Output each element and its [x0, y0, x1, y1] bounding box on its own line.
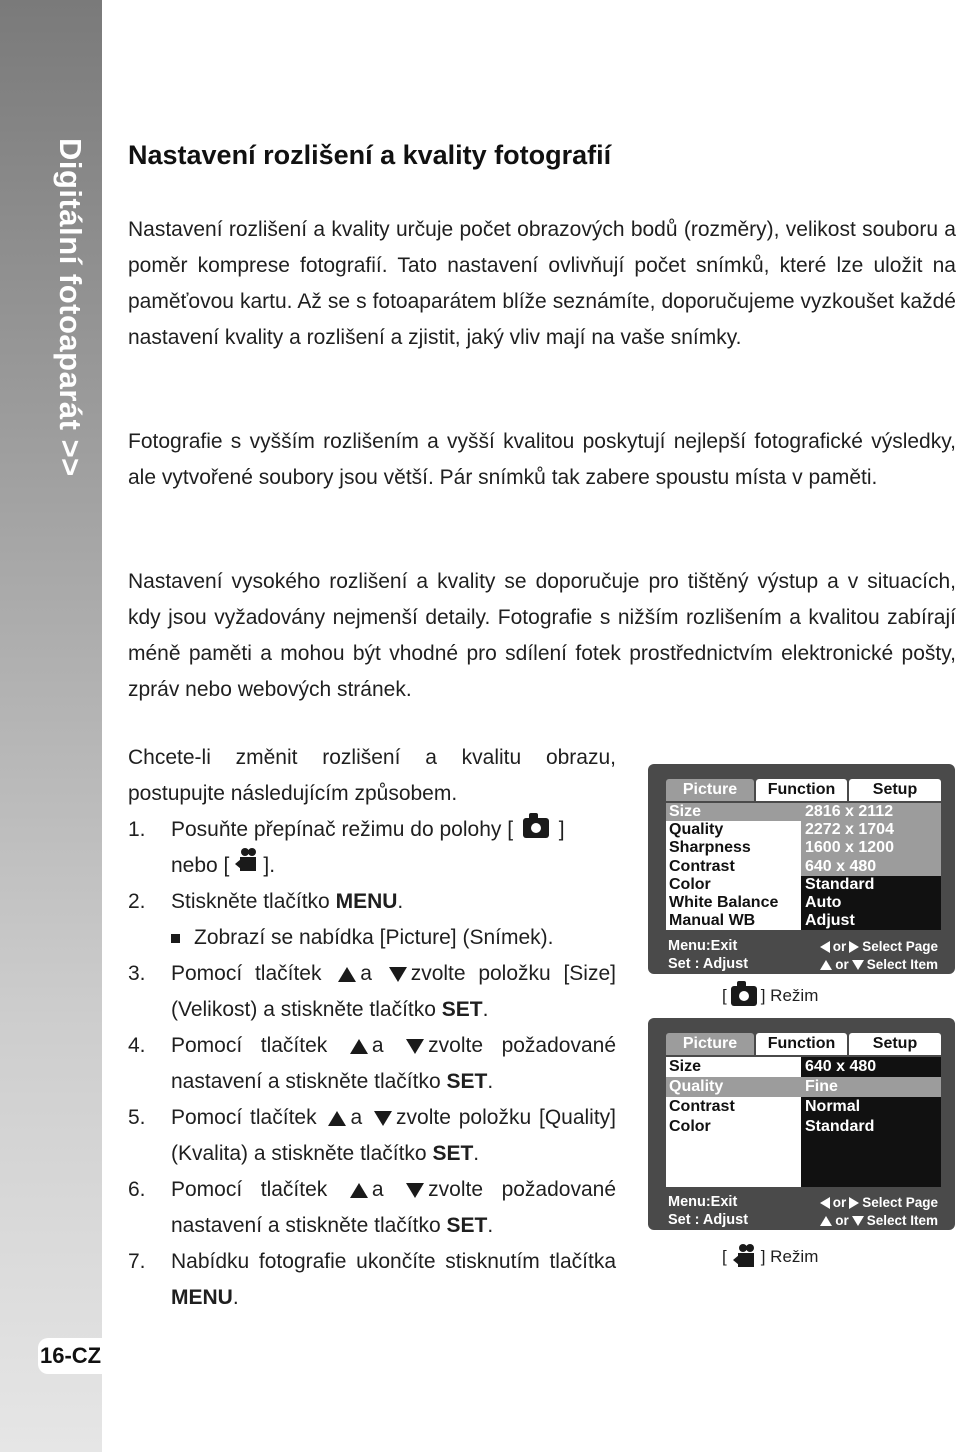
step-text-a: Pomocí tlačítek — [171, 1034, 328, 1057]
step-number: 2. — [128, 890, 146, 913]
step-text — [171, 884, 616, 920]
option-adjust: Adjust — [805, 912, 855, 930]
tab-setup: Setup — [849, 1033, 941, 1055]
select-page-hint: Select Page — [862, 1195, 938, 1210]
menu-tabs — [666, 779, 941, 801]
up-arrow-icon — [328, 1111, 346, 1126]
side-tab — [0, 0, 102, 1452]
step-text-c: zvolte položku [Quality] (Kvalita) a stiskněte tlačítko — [171, 1106, 617, 1165]
up-arrow-icon — [820, 960, 832, 970]
menu-item-white-balance: White Balance — [669, 893, 779, 911]
step-number: 5. — [128, 1106, 146, 1129]
menu-item-quality: Quality — [666, 1077, 801, 1097]
bullet-note — [128, 920, 616, 956]
option-auto: Auto — [805, 893, 842, 911]
camera-menu-screenshot — [648, 764, 955, 974]
step-text-c: . — [232, 1286, 239, 1309]
menu-items — [666, 1057, 801, 1187]
step-3 — [128, 956, 616, 1028]
select-item-hint: Select Item — [866, 957, 938, 972]
tab-picture: Picture — [666, 1033, 754, 1055]
set-button-label: SET — [432, 1142, 474, 1165]
step-text — [171, 1172, 616, 1244]
down-arrow-icon — [406, 1183, 424, 1198]
caption-open: [ — [722, 986, 727, 1005]
paragraph-2: Fotografie s vyšším rozlišením a vyšší kvalitou poskytují nejlepší fotografické výsledky, ale vytvořené soubory jsou větší. Pár snímků tak zabere spoustu místa v paměti. — [128, 430, 956, 489]
tab-function: Function — [756, 779, 847, 801]
tab-picture: Picture — [666, 779, 754, 801]
tab-function: Function — [756, 1033, 847, 1055]
step-text-d: ]. — [263, 854, 276, 877]
step-number: 7. — [128, 1250, 146, 1273]
down-arrow-icon — [852, 1216, 864, 1226]
step-text-a: Posuňte přepínač režimu do polohy [ — [171, 818, 514, 841]
up-arrow-icon — [350, 1039, 368, 1054]
menu-footer-row-1 — [668, 1194, 938, 1211]
or-text: or — [835, 1213, 849, 1228]
step-5 — [128, 1100, 616, 1172]
step-text — [171, 956, 616, 1028]
option-2816: 2816 x 2112 — [801, 803, 941, 821]
tab-setup: Setup — [849, 779, 941, 801]
step-number: 1. — [128, 818, 146, 841]
option-normal: Normal — [805, 1098, 861, 1115]
step-text-c: nebo [ — [171, 854, 230, 877]
paragraph-3: Nastavení vysokého rozlišení a kvality se doporučuje pro tištěný výstup a v situacích, kdy jsou vyžadovány nejmenší detaily. Fotografie s nižším rozlišením a kvalitou zabírají méně paměti a mohou být vhodné pro sdílení fotek prostřednictvím elektronické pošty, zpráv nebo webových stránek. — [128, 570, 956, 701]
option-standard: Standard — [805, 875, 875, 893]
menu-item-color: Color — [669, 1118, 711, 1135]
step-text-b: a — [371, 1178, 384, 1201]
up-arrow-icon — [820, 1216, 832, 1226]
menu-footer-row-2 — [668, 1212, 938, 1229]
step-text-e: . — [487, 1070, 494, 1093]
step-text — [171, 812, 616, 884]
step-text-c: zvolte položku [Size] (Velikost) a stiskněte tlačítko — [171, 962, 616, 1021]
step-number: 4. — [128, 1034, 146, 1057]
camera-icon — [731, 986, 757, 1006]
set-adjust-hint: Set : Adjust — [668, 1212, 749, 1228]
menu-items — [666, 803, 801, 930]
section-title: Digitální fotoaparát >> — [53, 138, 88, 477]
step-text-e: . — [473, 1142, 480, 1165]
caption-close: ] Režim — [760, 1247, 819, 1266]
step-text-c: . — [397, 890, 404, 913]
video-camera-icon — [733, 1244, 755, 1270]
or-text: or — [832, 1195, 847, 1210]
menu-button-label: MENU — [335, 890, 398, 913]
menu-item-manual-wb: Manual WB — [669, 912, 756, 930]
menu-item-contrast: Contrast — [669, 857, 735, 875]
caption-video-mode — [722, 1244, 818, 1270]
down-arrow-icon — [852, 960, 864, 970]
step-1 — [128, 812, 616, 884]
step-text-a: Pomocí tlačítek — [171, 962, 322, 985]
down-arrow-icon — [374, 1111, 392, 1126]
menu-footer-row-1 — [668, 938, 938, 955]
down-arrow-icon — [406, 1039, 424, 1054]
set-button-label: SET — [446, 1214, 488, 1237]
step-2 — [128, 884, 616, 920]
step-text-a: Pomocí tlačítek — [171, 1106, 317, 1129]
step-number: 3. — [128, 962, 146, 985]
caption-open: [ — [722, 1247, 727, 1266]
option-640: 640 x 480 — [801, 858, 941, 876]
menu-options — [801, 1057, 941, 1187]
step-text-b: a — [350, 1106, 363, 1129]
step-text-c: zvolte požadované nastavení a stiskněte tlačítko — [171, 1034, 616, 1093]
or-text: or — [835, 957, 849, 972]
step-text-a: Pomocí tlačítek — [171, 1178, 328, 1201]
option-1600: 1600 x 1200 — [801, 839, 941, 857]
step-text-c: zvolte požadované nastavení a stiskněte tlačítko — [171, 1178, 616, 1237]
step-6 — [128, 1172, 616, 1244]
left-arrow-icon — [820, 1197, 830, 1209]
left-arrow-icon — [820, 941, 830, 953]
step-text-a: Nabídku fotografie ukončíte stisknutím tlačítka — [171, 1250, 616, 1273]
video-camera-icon — [235, 848, 257, 874]
page-heading: Nastavení rozlišení a kvality fotografií — [128, 140, 612, 170]
step-text — [171, 1244, 616, 1316]
step-text — [171, 1100, 616, 1172]
caption-close: ] Režim — [760, 986, 819, 1005]
steps-list — [128, 740, 616, 1316]
menu-footer-row-2 — [668, 956, 938, 973]
step-text-e: . — [487, 1214, 494, 1237]
option-640: 640 x 480 — [805, 1058, 877, 1075]
menu-item-color: Color — [669, 875, 711, 893]
step-7 — [128, 1244, 616, 1316]
option-2272: 2272 x 1704 — [801, 821, 941, 839]
menu-button-label: MENU — [171, 1286, 233, 1309]
step-text-b: a — [360, 962, 372, 985]
menu-body — [666, 803, 941, 930]
menu-exit-hint: Menu:Exit — [668, 938, 738, 954]
bullet-square-icon — [171, 934, 180, 943]
video-menu-screenshot — [648, 1018, 955, 1230]
step-text-e: . — [482, 998, 489, 1021]
menu-body — [666, 1057, 941, 1187]
option-fine: Fine — [801, 1077, 941, 1097]
set-adjust-hint: Set : Adjust — [668, 956, 749, 972]
step-4 — [128, 1028, 616, 1100]
paragraph-1: Nastavení rozlišení a kvality určuje počet obrazových bodů (rozměry), velikost souboru a poměr komprese fotografií. Tato nastavení ovlivňují počet snímků, které lze uložit na paměťovou kartu. Až se s fotoaparátem blíže seznámíte, doporučujeme vyzkoušet každé nastavení kvality a rozlišení a zjistit, jaký vliv mají na vaše snímky. — [128, 218, 956, 349]
step-text-a: Stiskněte tlačítko — [171, 890, 336, 913]
menu-item-sharpness: Sharpness — [669, 839, 751, 857]
select-page-hint: Select Page — [862, 939, 938, 954]
caption-camera-mode — [722, 986, 818, 1006]
bullet-text: Zobrazí se nabídka [Picture] (Snímek). — [194, 926, 554, 949]
camera-icon — [523, 818, 549, 838]
up-arrow-icon — [338, 967, 356, 982]
menu-tabs — [666, 1033, 941, 1055]
step-text — [171, 1028, 616, 1100]
step-number: 6. — [128, 1178, 146, 1201]
menu-item-quality: Quality — [669, 821, 724, 839]
menu-item-contrast: Contrast — [669, 1098, 735, 1115]
up-arrow-icon — [350, 1183, 368, 1198]
right-arrow-icon — [849, 1197, 859, 1209]
option-standard: Standard — [805, 1118, 875, 1135]
or-text: or — [832, 939, 847, 954]
step-text-b: ] — [558, 818, 565, 841]
page-number: 16-CZ — [38, 1338, 112, 1374]
menu-options — [801, 803, 941, 930]
menu-item-size: Size — [669, 1058, 702, 1075]
right-arrow-icon — [849, 941, 859, 953]
steps-intro: Chcete-li změnit rozlišení a kvalitu obrazu, postupujte následujícím způsobem. — [128, 746, 616, 805]
select-item-hint: Select Item — [866, 1213, 938, 1228]
set-button-label: SET — [446, 1070, 488, 1093]
set-button-label: SET — [441, 998, 483, 1021]
menu-exit-hint: Menu:Exit — [668, 1194, 738, 1210]
menu-item-size: Size — [666, 803, 801, 821]
down-arrow-icon — [389, 967, 407, 982]
step-text-b: a — [371, 1034, 384, 1057]
